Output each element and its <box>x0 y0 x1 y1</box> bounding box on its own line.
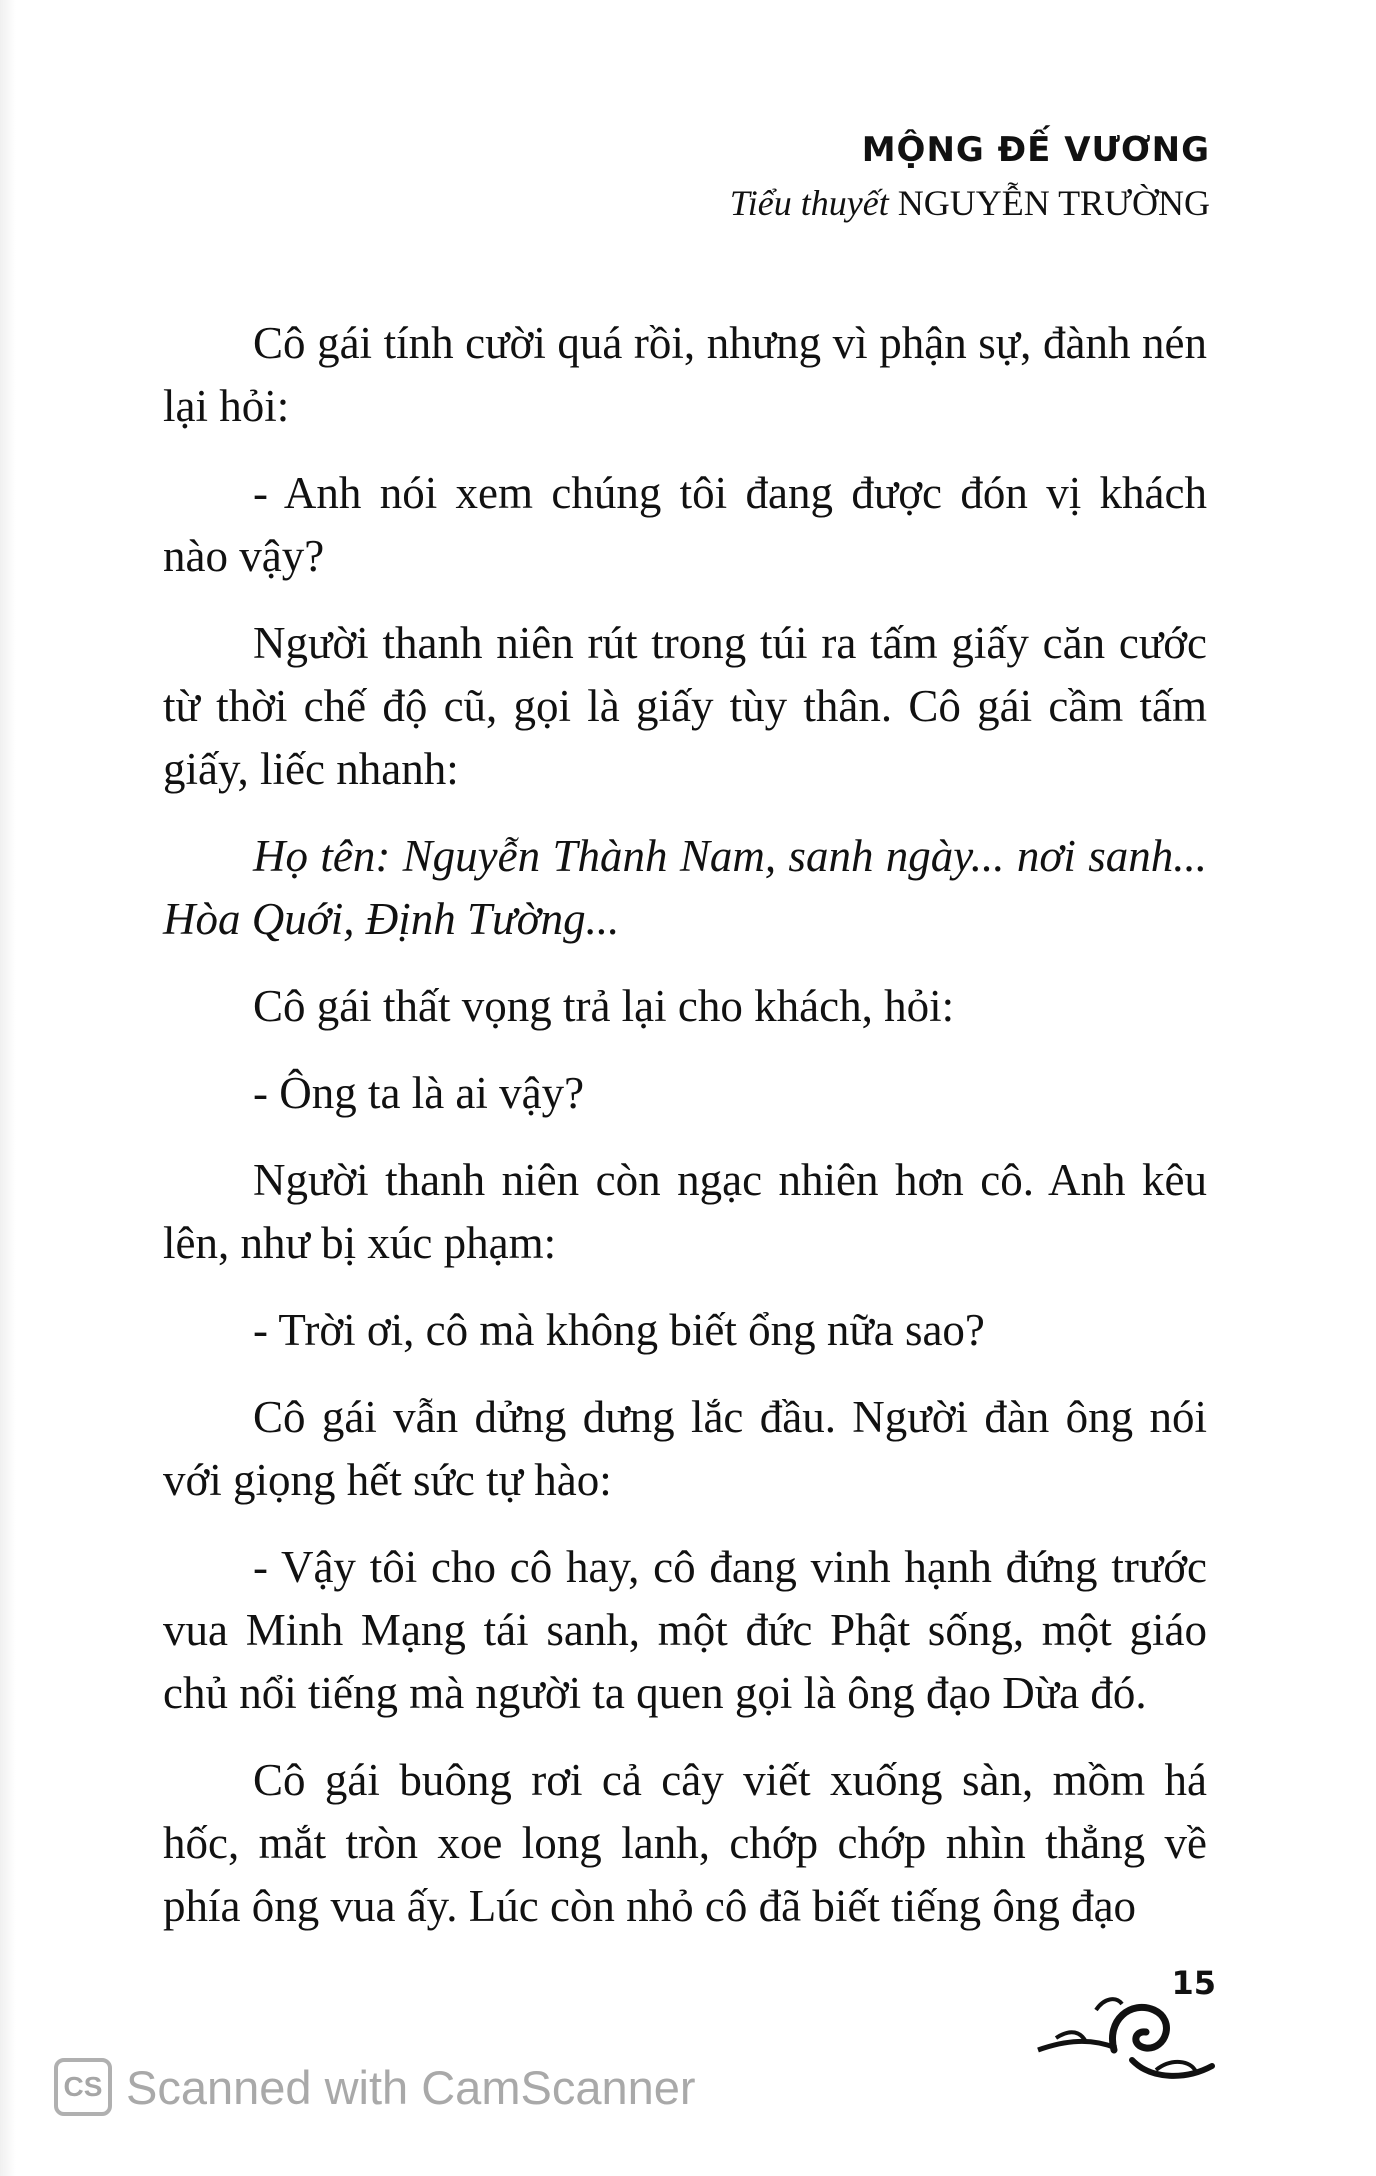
paragraph: Cô gái thất vọng trả lại cho khách, hỏi: <box>253 981 955 1031</box>
genre-label: Tiểu thuyết <box>729 183 889 223</box>
body-text <box>163 312 1207 1962</box>
book-title: MỘNG ĐẾ VƯƠNG <box>861 130 1210 170</box>
camscanner-logo-icon: CS <box>54 2058 112 2116</box>
paragraph-italic-id-card: Họ tên: Nguyễn Thành Nam, sanh ngày... nơi sanh... Hòa Quới, Định Tường... <box>163 831 1207 944</box>
watermark-text: Scanned with CamScanner <box>126 2060 696 2114</box>
paragraph: Cô gái vẫn dửng dưng lắc đầu. Người đàn ông nói với giọng hết sức tự hào: <box>163 1392 1207 1505</box>
paragraph: Cô gái buông rơi cả cây viết xuống sàn, mồm há hốc, mắt tròn xoe long lanh, chớp chớp nhìn thẳng về phía ông vua ấy. Lúc còn nhỏ cô đã biết tiếng ông đạo <box>163 1755 1207 1931</box>
paragraph: - Anh nói xem chúng tôi đang được đón vị khách nào vậy? <box>163 468 1207 581</box>
camscanner-watermark <box>54 2058 696 2116</box>
paragraph: Người thanh niên rút trong túi ra tấm giấy căn cước từ thời chế độ cũ, gọi là giấy tùy thân. Cô gái cầm tấm giấy, liếc nhanh: <box>163 618 1207 794</box>
paragraph: Cô gái tính cười quá rồi, nhưng vì phận sự, đành nén lại hỏi: <box>163 318 1207 431</box>
running-header <box>730 128 1210 228</box>
paragraph: - Ông ta là ai vậy? <box>253 1068 585 1118</box>
scan-edge-shadow <box>0 0 16 2176</box>
paragraph: - Vậy tôi cho cô hay, cô đang vinh hạnh đứng trước vua Minh Mạng tái sanh, một đức Phật sống, một giáo chủ nổi tiếng mà người ta quen gọi là ông đạo Dừa đó. <box>163 1542 1207 1718</box>
scroll-ornament-icon <box>1036 1980 1216 2090</box>
paragraph: Người thanh niên còn ngạc nhiên hơn cô. Anh kêu lên, như bị xúc phạm: <box>163 1155 1207 1268</box>
author-name: NGUYỄN TRƯỜNG <box>897 183 1210 223</box>
page-number: 15 <box>1171 1964 1216 2002</box>
paragraph: - Trời ơi, cô mà không biết ổng nữa sao? <box>253 1305 985 1355</box>
book-subtitle <box>730 178 1210 228</box>
